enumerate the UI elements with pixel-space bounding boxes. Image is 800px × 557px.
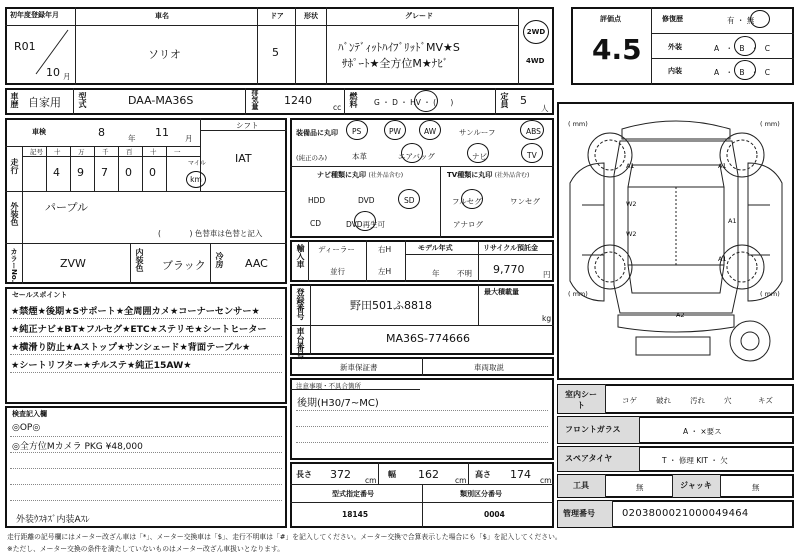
max-load-unit: kg [542,314,552,323]
eq-tv: TV [527,151,537,160]
mark-a2-rear: A2 [676,311,685,319]
navi-note: (社外品含む) [368,172,404,179]
cc-unit: cc [333,103,342,112]
grade-line1: ﾊﾞﾝﾃﾞｨｯﾄﾊｲﾌﾞﾘｯﾄﾞMV★S [338,41,460,54]
first-reg-era: R01 [14,40,36,53]
sales-rule [10,354,282,355]
month-unit: 月 [63,72,71,81]
digit-header: 千 [102,148,109,156]
sales-label: セールスポイント [12,291,68,299]
import-parallel: 並行 [330,267,345,276]
digit-divider [94,146,95,191]
seat-option: コゲ [622,396,637,405]
seat-option: キズ [758,396,773,405]
seat-label: 室内シート [565,390,597,410]
color-no: ZVW [60,257,86,270]
registration-plate: 野田501ふ8818 [350,299,432,312]
digit-header: 万 [78,148,85,156]
digit-value: 9 [77,166,84,179]
inspector-bottom: 外装ｳｽｷｽﾞ内装Aｽﾚ [16,515,90,525]
navi-cd: CD [310,219,322,228]
door-label: ドア [270,12,284,20]
length-label: 長さ [296,470,312,479]
mark-a1-front-left: A1 [626,162,635,170]
navi-hdd: HDD [308,196,326,205]
color-note: ( ) 色替車は色替と記入 [158,229,263,238]
usage: 自家用 [28,96,61,109]
eq-sunroof: サンルーフ [459,128,496,137]
tv-fullseg: フルセグ [452,197,482,206]
inspection-year-unit: 年 [128,134,136,143]
eq-aw-circle [419,120,441,140]
footer-line1: 走行距離の記号欄にはメーター改ざん車は「*」、メーター交換車は「$」、走行不明車は「#」を記入してください。メーター交換で合算表示した場合にも「$」を記入してください。 [7,533,562,541]
digit-header: 十 [54,148,61,156]
tv-fullseg-circle [461,189,483,209]
digit-divider [142,146,143,191]
digit-header: 十 [150,148,157,156]
shift: IAT [235,152,252,165]
car-name-label: 車名 [155,12,169,20]
mgmt-label: 管理番号 [563,509,595,518]
navi-sd-circle [398,189,420,209]
import-left: 左H [378,267,392,276]
tv-analog: アナログ [453,220,483,229]
sales-line: ★シートリフター★チルステ★純正15AW★ [11,360,192,371]
digit-value: 0 [149,166,156,179]
chassis-label: 車台番号 [296,327,305,359]
aircon-label: 冷房 [215,252,224,268]
jack-value: 無 [752,483,760,492]
import-label: 輸入車 [296,244,305,268]
glass-label: フロントガラス [565,425,621,434]
shift-label: シフト [236,121,259,130]
eq-tv-circle [521,143,543,163]
inspector-rule [10,500,282,501]
sales-line: ★純正ナビ★BT★フルセグ★ETC★ステリモ★シートヒーター [11,324,267,335]
inspector-rule [10,452,282,453]
tv-title-text: TV種類に丸印 [447,171,493,179]
spare-label: スペアタイヤ [565,454,613,463]
grade-line2: ｻﾎﾟｰﾄ★全方位M★ﾅﾋﾞ [342,57,449,70]
footer-line2: ※ただし、メーター交換の条件を満たしていないものはメーター改ざん車扱いとなります。 [7,545,285,553]
eq-navi: ナビ [472,152,487,161]
usage-label: 車歴 [10,92,19,108]
tools-label: 工具 [573,481,589,490]
inspector-rule [10,436,282,437]
eq-airbag: エアバッグ [398,152,435,161]
navi-sd: SD [404,196,415,205]
eq-ps-circle [346,120,368,140]
digit-divider [166,146,167,191]
fuel-options: G ・ D ・ HV ・ ( ) [374,98,454,107]
doors: 5 [272,46,279,59]
shape-label: 形状 [304,12,318,20]
drive-2wd: 2WD [523,20,549,44]
seat-option: 穴 [724,396,732,405]
grade-label: グレード [405,12,433,20]
tire-left-size-rear: ( mm) [568,290,588,298]
color-value: パープル [45,201,89,214]
tire-right-size-rear: ( mm) [760,290,780,298]
width-label: 幅 [388,470,396,479]
tv-note: (社外品含む) [494,172,530,179]
recycle-amount: 9,770 [493,263,525,276]
color-label: 外装色 [10,202,19,226]
tire-right-size: ( mm) [760,120,780,128]
interior-circle [734,60,756,80]
length-cm: cm [365,476,377,485]
eq-navi-circle [467,143,489,163]
width-cm: cm [455,476,467,485]
eq-abs-circle [520,120,544,140]
km-circle: km [186,171,206,188]
sales-line: ★禁煙★後期★Sサポート★全周囲カメ★コーナーセンサー★ [11,306,260,317]
width-value: 162 [418,468,439,481]
eq-aw: AW [424,127,437,136]
navi-title [317,171,403,180]
manual: 車両取説 [474,363,504,372]
inspector-rule [10,484,282,485]
drive-4wd: 4WD [526,57,545,65]
seat-option: 汚れ [690,396,705,405]
notes-text: 後期(H30/7~MC) [297,398,379,409]
inspection-month-unit: 月 [185,134,193,143]
digit-divider [118,146,119,191]
model-year-unknown: 不明 [457,269,472,278]
displacement: 1240 [284,94,312,107]
digit-header: 記号 [30,148,43,156]
mark-w2-left: W2 [626,200,637,208]
model-year-unit: 年 [432,269,440,278]
capacity: 5 [520,94,527,107]
digit-divider [46,146,47,191]
mark-w2-left-rear: W2 [626,230,637,238]
interior-color: ブラック [162,259,206,272]
eq-abs: ABS [526,127,541,136]
tools-value: 無 [636,483,644,492]
inspector-box [5,406,287,528]
inspection-month: 11 [155,126,169,139]
car-name: ソリオ [148,48,181,61]
chassis-no: MA36S-774666 [386,332,470,345]
capacity-unit: 人 [541,104,549,113]
navi-title-text: ナビ種類に丸印 [317,171,366,179]
type-no: 18145 [342,510,369,519]
recycle-label: リサイクル預託金 [483,244,539,252]
inspection-year: 8 [98,126,105,139]
exterior-circle [734,36,756,56]
inspector-line: ◎OP◎ [12,423,41,433]
navi-dvd-play-circle [354,211,376,231]
notes-box [290,378,554,460]
type-no-label: 型式指定番号 [332,490,374,498]
repair-options: 有 ・ 無 [727,16,755,25]
repair-circle [750,10,770,28]
jack-label: ジャッキ [680,481,712,490]
navi-dvd: DVD [358,196,375,205]
mile-label: マイル [188,160,206,167]
mark-a1-front-right: A1 [718,162,727,170]
score-label: 評価点 [600,15,621,23]
max-load-label: 最大積載量 [484,288,519,296]
notes-label: 注意事項・不具合箇所 [296,382,361,390]
car-outline-diagram [560,105,792,377]
height-label: 高さ [475,470,491,479]
score: 4.5 [592,33,642,66]
inspection-label: 車検 [32,128,46,136]
interior-color-label: 内装色 [135,248,144,272]
eq-leather: 本革 [352,152,367,161]
height-value: 174 [510,468,531,481]
eq-pw-circle [384,120,406,140]
navi-dvd-play: DVD再生可 [346,220,386,229]
tv-oneseg: ワンセグ [510,197,540,206]
interior-options: A ・ B ・ C [714,68,773,77]
mileage-label: 走行 [10,158,19,174]
equipment-sublabel: (純正のみ) [296,154,328,162]
registration-label: 登録番号 [296,288,305,320]
aircon: AAC [245,257,268,270]
repair-label: 修復歴 [662,15,683,23]
color-no-label: カラーNo. [10,248,18,283]
capacity-label: 定員 [500,92,509,108]
model-code: DAA-MA36S [128,94,194,107]
class-no-label: 類別区分番号 [460,490,502,498]
fuel-circle [414,90,438,112]
seat-option: 破れ [656,396,671,405]
type-label: 型式 [78,92,87,108]
model-year-label: モデル年式 [418,244,453,252]
digit-header: 一 [174,148,181,156]
sales-rule [10,372,282,373]
spare-options: T ・ 修理 KIT ・ 欠 [662,456,728,465]
digit-header: 百 [126,148,133,156]
eq-ps: PS [352,127,362,136]
import-right: 右H [378,245,392,254]
eq-airbag-circle [401,143,423,163]
disp-label: 排気量 [251,89,259,110]
interior-label: 内装 [668,67,682,75]
import-dealer: ディーラー [318,245,355,254]
inspector-label: 検査記入欄 [12,410,47,418]
fuel-label: 燃料 [349,92,358,108]
sales-rule [10,336,282,337]
inspector-line: ◎全方位Mカメラ PKG ¥48,000 [12,442,143,452]
tire-left-size: ( mm) [568,120,588,128]
exterior-options: A ・ B ・ C [714,44,773,53]
class-no: 0004 [484,510,505,519]
digit-value: 7 [101,166,108,179]
length-value: 372 [330,468,351,481]
digit-value: 4 [53,166,60,179]
glass-options: A ・ ×要ス [683,427,722,436]
equipment-label: 装備品に丸印 [296,129,338,137]
recycle-yen: 円 [543,270,551,279]
warranty: 新車保証書 [340,363,378,372]
mark-a1-right: A1 [728,217,737,225]
tv-title [447,171,529,180]
inspector-rule [10,468,282,469]
eq-pw: PW [389,127,401,136]
digit-value: 0 [125,166,132,179]
first-reg-month: 10 [46,66,60,79]
digit-divider [70,146,71,191]
mark-a1-rear-right: A1 [718,255,727,263]
sales-line: ★横滑り防止★Aストップ★サンシェード★背面テーブル★ [11,342,251,353]
mgmt-no: 0203800021000049464 [622,508,749,519]
first-reg-label: 初年度登録年月 [10,11,59,19]
height-cm: cm [540,476,552,485]
sales-rule [10,318,282,319]
exterior-label: 外装 [668,43,682,51]
